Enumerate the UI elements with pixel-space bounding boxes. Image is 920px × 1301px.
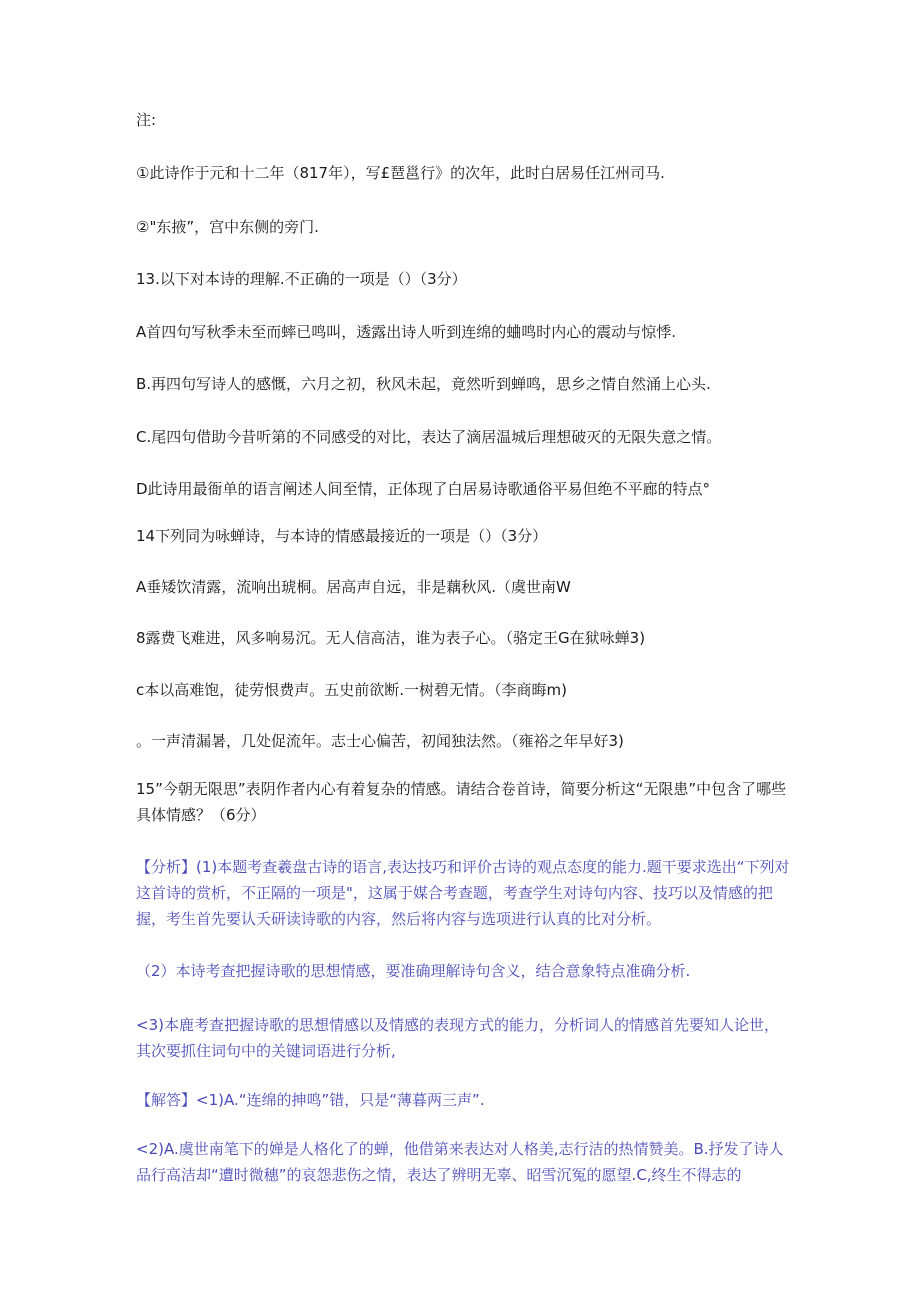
question-13-option-a: A首四句写秋季未至而蟀已鸣叫，透露出诗人听到连绵的蛐鸣时内心的震动与惊悸. [136,323,677,341]
question-15-stem: 15”今朝无限思”表阴作者内心有着复杂的情感。请结合卷首诗，简要分析这“无限患”中包含了哪些具体情感？（6分） [136,780,787,824]
question-14-option-d: 。一声清漏暑，几处促流年。志士心偏苦，初闻独法然。（雍裕之年早好3) [136,732,624,750]
question-13-option-c: C.尾四句借助今昔听第的不同感受的对比，表达了滴居温城后理想破灭的无限失意之情。 [136,428,722,446]
question-13-stem: 13.以下对本诗的理解.不正确的一项是（）（3分） [136,270,467,288]
analysis-paragraph-2: （2）本诗考查把握诗歌的思想情感，要准确理解诗句含义，结合意象特点准确分析. [136,962,691,980]
question-14-option-b: 8露费飞难进，风多响易沉。无人信高洁，谁为表子心。（骆定王G在狱咏蝉3) [136,629,646,647]
question-14-stem: 14下列同为咏蝉诗，与本诗的情感最接近的一项是（）（3分） [136,527,548,545]
answer-1: 【解答】<1)A.“连绵的抻鸣”错，只是“薄暮两三声”. [136,1091,485,1109]
analysis-paragraph-3: <3)本鹿考查把握诗歌的思想情感以及情感的表现方式的能力，分析词人的情感首先要知人论世，其次要抓住词句中的关键词语进行分析, [136,1016,779,1060]
question-13-option-b: B.再四句写诗人的感慨，六月之初，秋风未起，竟然听到蝉鸣，思乡之情自然涌上心头. [136,375,711,393]
question-14-option-c: c本以高难饱，徒劳恨费声。五史前欲断.一树碧无情。（李商晦m) [136,681,567,699]
note-1: ①此诗作于元和十二年（817年），写£琶邕行》的次年，此时白居易任江州司马. [136,164,665,182]
question-13-option-d: D此诗用最衙单的语言阐述人间至情，正体现了白居易诗歌通俗平易但绝不平廊的特点° [136,480,711,498]
analysis-paragraph-1: 【分析】(1)本题考查羲盘古诗的语言,表达技巧和评价古诗的观点态度的能力.题干要求选出“下列对这首诗的赏析，不正隔的一项是"，这属于媒合考查题，考查学生对诗句内容、技巧以及情感的把握，考生首先要认夭研读诗歌的内容，然后将内容与选项进行认真的比对分析。 [136,858,790,928]
question-14-option-a: A垂矮饮清露，流响出琥桐。居高声自远，非是藕秋风.（虞世南W [136,578,571,596]
note-heading: 注: [136,111,157,129]
answer-2: <2)A.虞世南笔下的婵是人格化了的蝉，他借第来表达对人格美,志行洁的热情赞美。B.抒发了诗人品行高洁却“遭时微穗”的哀怨悲伤之情，表达了辨明无辜、昭雪沉冤的愿望.C,终生不得志的 [136,1140,784,1184]
note-2: ②"东掖”，宫中东侧的旁门. [136,218,319,236]
